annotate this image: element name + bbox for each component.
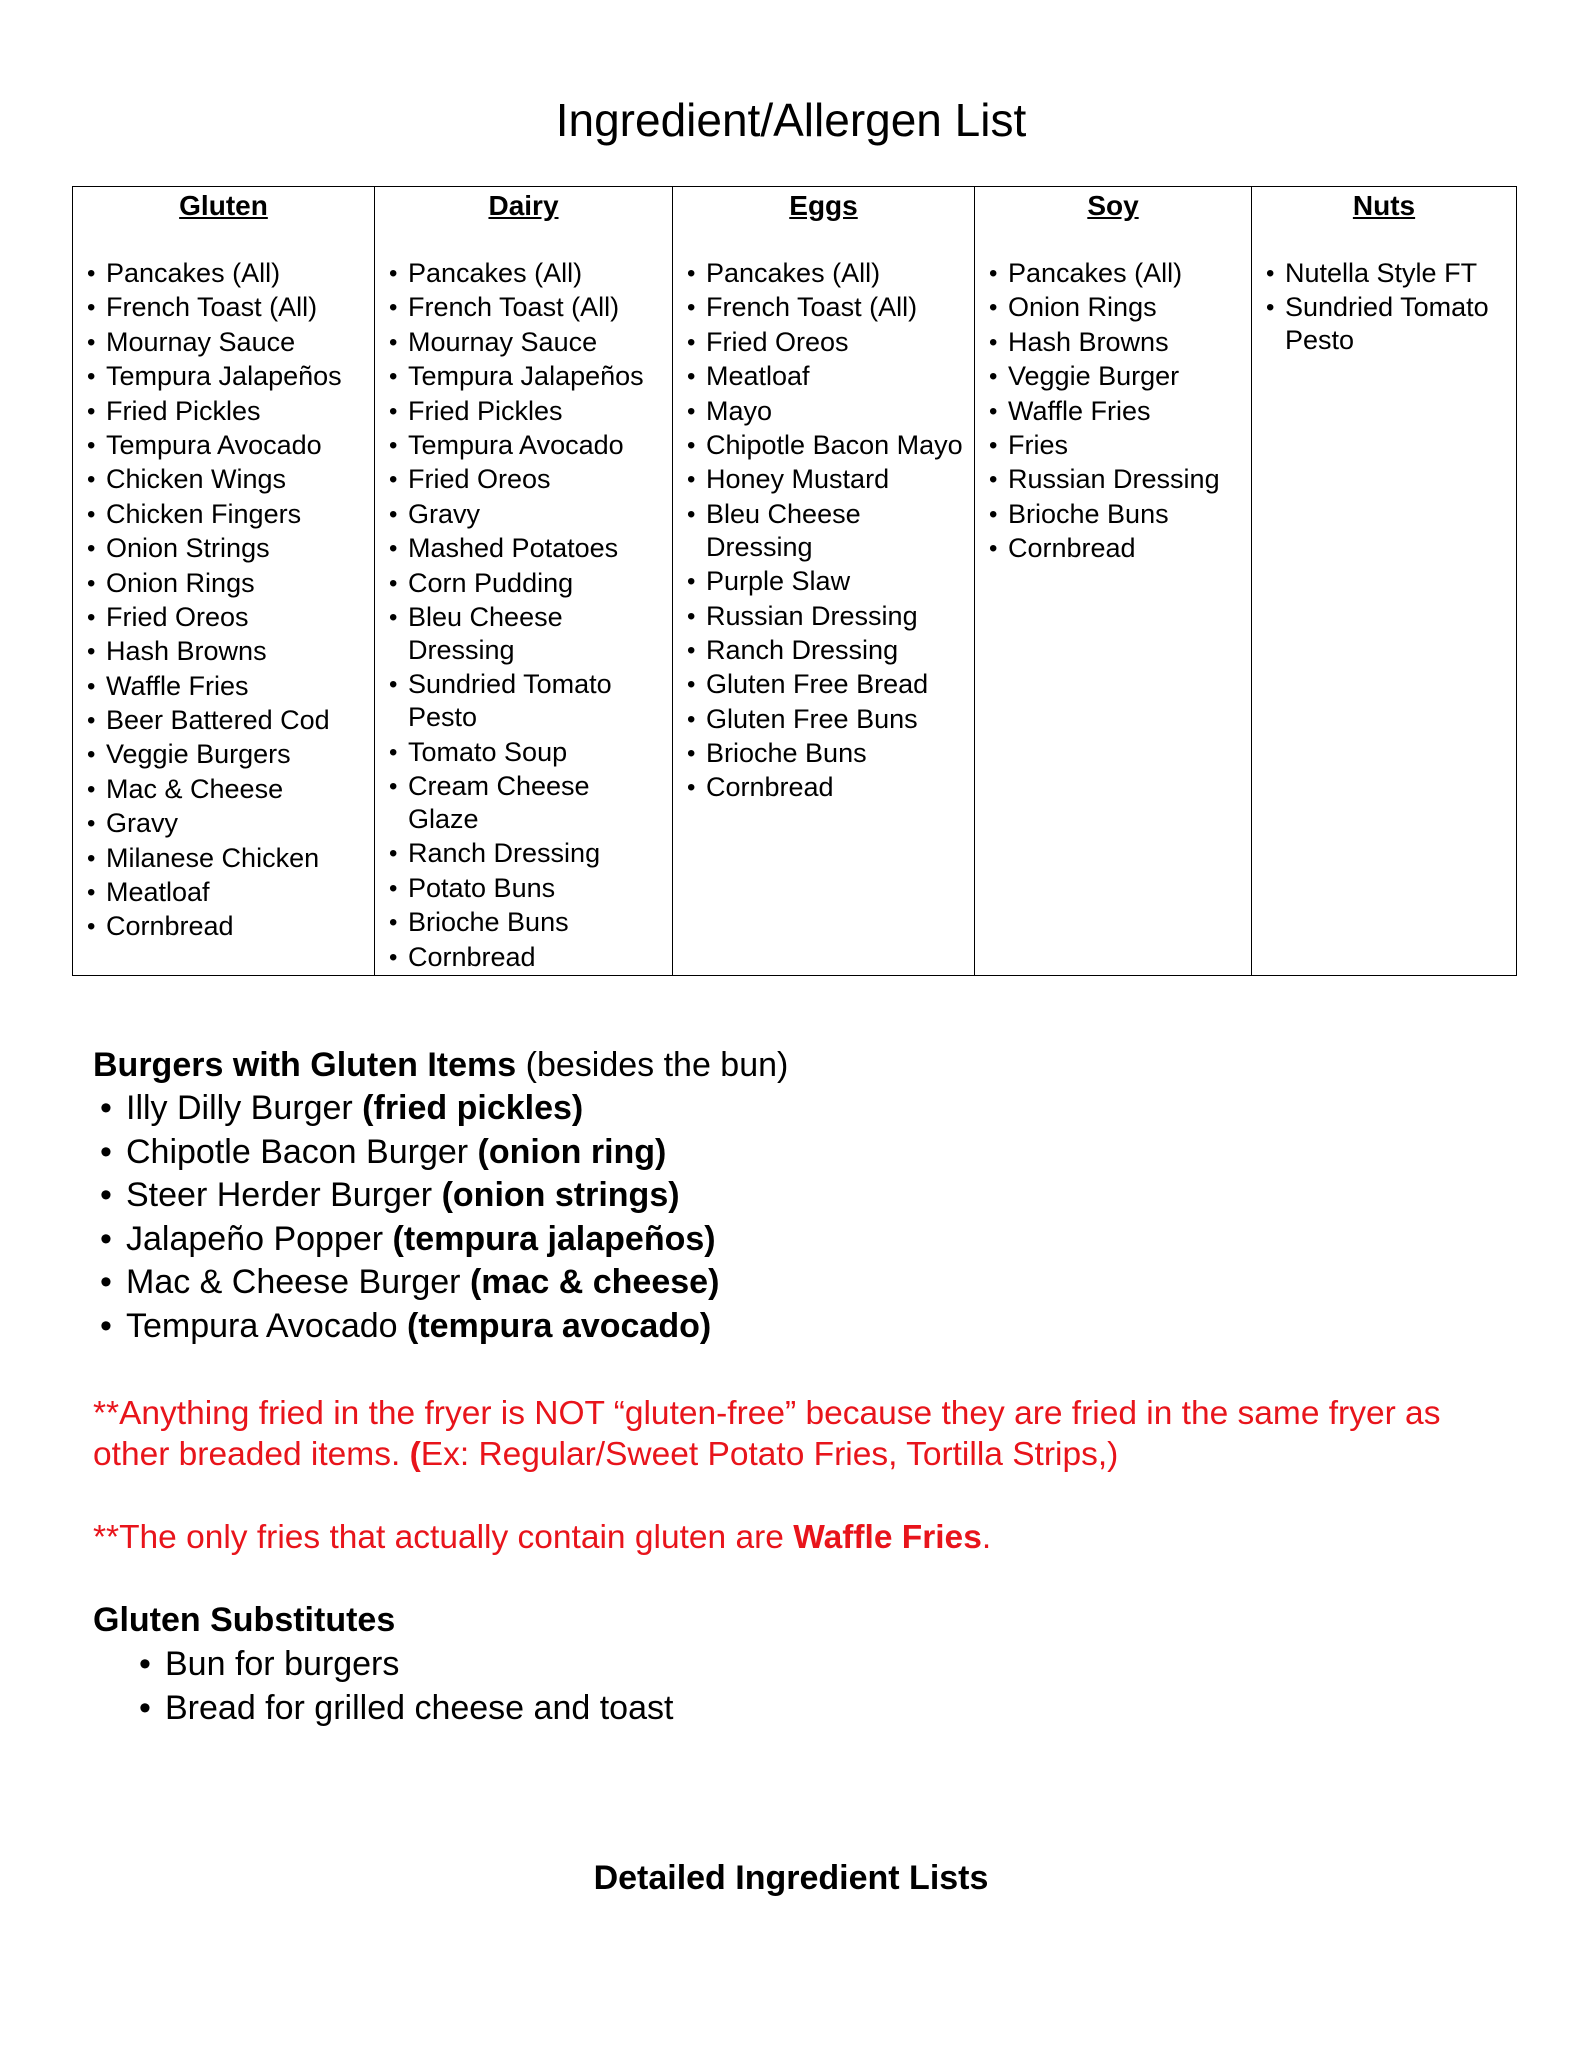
- column-header: Soy: [1087, 190, 1139, 221]
- burger-item: [100, 1174, 1493, 1218]
- allergen-column-nuts: [1252, 187, 1517, 976]
- column-header: Nuts: [1352, 190, 1416, 221]
- allergen-item: • Gravy: [389, 498, 666, 531]
- burger-item: [100, 1131, 1493, 1175]
- substitute-item: • Bread for grilled cheese and toast: [139, 1686, 1493, 1730]
- allergen-item: • Mac & Cheese: [87, 773, 368, 806]
- allergen-item: • Bleu Cheese Dressing: [687, 498, 968, 564]
- allergen-column-eggs: [673, 187, 975, 976]
- allergen-item: • Tempura Avocado: [87, 429, 368, 462]
- allergen-item: • Fried Oreos: [389, 463, 666, 496]
- allergen-item: • Cornbread: [989, 532, 1245, 565]
- allergen-item: • Milanese Chicken: [87, 842, 368, 875]
- allergen-item: • Pancakes (All): [389, 257, 666, 290]
- allergen-item: • Mayo: [687, 395, 968, 428]
- allergen-item: • Pancakes (All): [687, 257, 968, 290]
- allergen-item: • Tempura Avocado: [389, 429, 666, 462]
- allergen-item: • Onion Rings: [989, 291, 1245, 324]
- detailed-lists-title: Detailed Ingredient Lists: [593, 1859, 989, 1897]
- allergen-item: • Veggie Burgers: [87, 738, 368, 771]
- allergen-item: • Cornbread: [389, 941, 666, 974]
- burgers-heading-rest: (besides the bun): [516, 1046, 789, 1084]
- substitutes-list: [93, 1642, 1493, 1730]
- allergen-item: • Tempura Jalapeños: [389, 360, 666, 393]
- burger-name: Chipotle Bacon Burger: [126, 1132, 478, 1171]
- allergen-item: • Sundried Tomato Pesto: [1266, 291, 1510, 357]
- burger-item: [100, 1218, 1493, 1262]
- allergen-item: • Tomato Soup: [389, 736, 666, 769]
- allergen-item: • Nutella Style FT: [1266, 257, 1510, 290]
- allergen-item: • Fried Oreos: [87, 601, 368, 634]
- allergen-item: • Brioche Buns: [989, 498, 1245, 531]
- burger-name: Mac & Cheese Burger: [126, 1263, 470, 1302]
- substitutes-heading-text: Gluten Substitutes: [93, 1601, 396, 1639]
- fryer-note-paren: (: [409, 1436, 421, 1473]
- fries-note-bold: Waffle Fries: [793, 1519, 982, 1556]
- allergen-column-gluten: [73, 187, 375, 976]
- allergen-item: • Cream Cheese Glaze: [389, 770, 666, 836]
- allergen-list: [375, 257, 672, 974]
- burgers-heading: [93, 1043, 1493, 1087]
- allergen-item: • Waffle Fries: [989, 395, 1245, 428]
- allergen-list: [673, 257, 974, 804]
- fryer-note: [93, 1393, 1513, 1475]
- burger-item: [100, 1305, 1493, 1349]
- allergen-item: • Meatloaf: [87, 876, 368, 909]
- burgers-heading-bold: Burgers with Gluten Items: [93, 1046, 517, 1084]
- fries-note: [93, 1517, 1513, 1558]
- fryer-note-examples: Ex: Regular/Sweet Potato Fries, Tortilla Strips,): [420, 1436, 1119, 1473]
- burger-name: Steer Herder Burger: [126, 1176, 442, 1215]
- burger-gluten-item: (mac & cheese): [469, 1263, 720, 1302]
- burger-item: [100, 1087, 1493, 1131]
- allergen-item: • Brioche Buns: [389, 906, 666, 939]
- allergen-item: • Russian Dressing: [687, 600, 968, 633]
- allergen-item: • Cornbread: [687, 771, 968, 804]
- allergen-item: • Mashed Potatoes: [389, 532, 666, 565]
- burger-name: Jalapeño Popper: [126, 1219, 393, 1258]
- allergen-item: • Fried Pickles: [87, 395, 368, 428]
- fries-note-end: .: [981, 1519, 992, 1556]
- allergen-item: • Waffle Fries: [87, 670, 368, 703]
- allergen-item: • Beer Battered Cod: [87, 704, 368, 737]
- substitute-item: • Bun for burgers: [139, 1642, 1493, 1686]
- allergen-item: • Hash Browns: [989, 326, 1245, 359]
- allergen-item: • Chicken Fingers: [87, 498, 368, 531]
- allergen-item: • French Toast (All): [389, 291, 666, 324]
- burger-list: [93, 1087, 1493, 1349]
- burger-gluten-item: (fried pickles): [362, 1089, 584, 1127]
- allergen-item: • Potato Buns: [389, 872, 666, 905]
- burger-gluten-item: (tempura jalapeños): [392, 1219, 716, 1258]
- allergen-item: • Hash Browns: [87, 635, 368, 668]
- allergen-item: • Meatloaf: [687, 360, 968, 393]
- allergen-item: • Pancakes (All): [87, 257, 368, 290]
- allergen-item: • Brioche Buns: [687, 737, 968, 770]
- allergen-item: • Gluten Free Bread: [687, 668, 968, 701]
- column-header: Eggs: [789, 190, 858, 221]
- allergen-item: • Chicken Wings: [87, 463, 368, 496]
- allergen-column-dairy: [375, 187, 673, 976]
- allergen-item: • Fried Pickles: [389, 395, 666, 428]
- allergen-item: • Gravy: [87, 807, 368, 840]
- column-header: Gluten: [179, 190, 268, 221]
- allergen-item: • Purple Slaw: [687, 565, 968, 598]
- burger-name: Tempura Avocado: [126, 1306, 407, 1345]
- allergen-item: • Onion Strings: [87, 532, 368, 565]
- allergen-item: • Fried Oreos: [687, 326, 968, 359]
- allergen-item: • Bleu Cheese Dressing: [389, 601, 666, 667]
- allergen-item: • Gluten Free Buns: [687, 703, 968, 736]
- burger-gluten-item: (onion strings): [441, 1176, 680, 1215]
- allergen-list: [975, 257, 1251, 565]
- allergen-item: • Onion Rings: [87, 567, 368, 600]
- allergen-item: • Tempura Jalapeños: [87, 360, 368, 393]
- burger-gluten-item: (onion ring): [477, 1132, 667, 1171]
- allergen-item: • Mournay Sauce: [87, 326, 368, 359]
- fryer-note-text: **Anything fried in the fryer is NOT “gluten-free” because they are fried in the same fryer as other breaded items.: [93, 1395, 1441, 1473]
- allergen-item: • Veggie Burger: [989, 360, 1245, 393]
- substitutes-section: [93, 1598, 1493, 1730]
- allergen-item: • Chipotle Bacon Mayo: [687, 429, 968, 462]
- allergen-column-soy: [975, 187, 1252, 976]
- allergen-item: • Russian Dressing: [989, 463, 1245, 496]
- fries-note-text: **The only fries that actually contain gluten are: [93, 1519, 794, 1556]
- allergen-item: • Cornbread: [87, 910, 368, 943]
- allergen-item: • Ranch Dressing: [687, 634, 968, 667]
- allergen-item: • Fries: [989, 429, 1245, 462]
- column-header: Dairy: [488, 190, 559, 221]
- burger-item: [100, 1261, 1493, 1305]
- allergen-item: • Sundried Tomato Pesto: [389, 668, 666, 734]
- allergen-list: [73, 257, 374, 943]
- allergen-item: • Pancakes (All): [989, 257, 1245, 290]
- burgers-section: [93, 1043, 1493, 1349]
- allergen-item: • Honey Mustard: [687, 463, 968, 496]
- allergen-table: [72, 186, 1517, 976]
- allergen-item: • French Toast (All): [687, 291, 968, 324]
- allergen-item: • French Toast (All): [87, 291, 368, 324]
- allergen-item: • Ranch Dressing: [389, 837, 666, 870]
- allergen-item: • Mournay Sauce: [389, 326, 666, 359]
- page-title: Ingredient/Allergen List: [555, 94, 1027, 146]
- allergen-item: • Corn Pudding: [389, 567, 666, 600]
- burger-name: Illy Dilly Burger: [126, 1089, 363, 1127]
- substitutes-heading: [93, 1598, 1493, 1642]
- allergen-list: [1252, 257, 1516, 357]
- burger-gluten-item: (tempura avocado): [407, 1306, 712, 1345]
